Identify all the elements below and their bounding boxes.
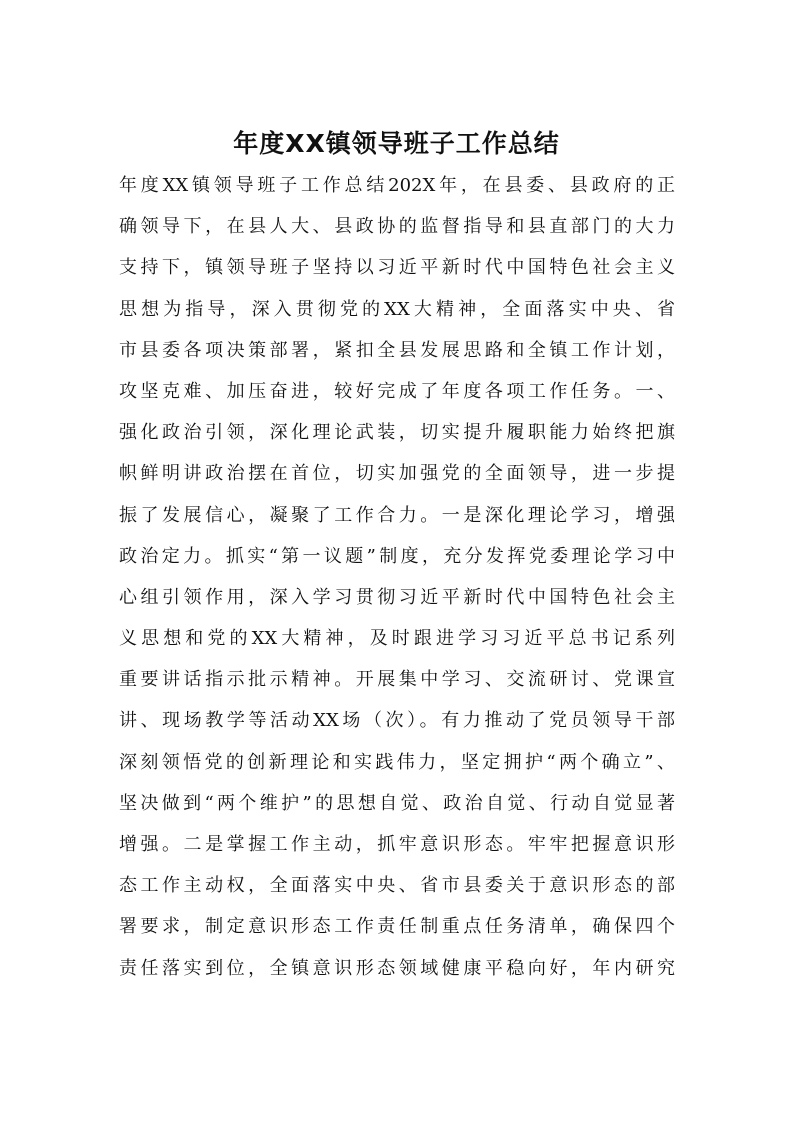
body-line: 增强。二是掌握工作主动，抓牢意识形态。牢牢把握意识形 [119,834,675,855]
document-title: 年度XX镇领导班子工作总结 [233,129,560,158]
document-body [119,165,675,989]
body-line: 心组引领作用，深入学习贯彻习近平新时代中国特色社会主 [119,586,675,608]
body-line: 振了发展信心，凝聚了工作合力。一是深化理论学习，增强 [119,504,675,526]
body-line: 坚决做到“两个维护”的思想自觉、政治自觉、行动自觉显著 [119,792,675,814]
body-line: 义思想和党的XX大精神，及时跟进学习习近平总书记系列 [119,628,675,650]
body-line: 深刻领悟党的创新理论和实践伟力，坚定拥护“两个确立”、 [119,751,675,773]
body-line: 署要求，制定意识形态工作责任制重点任务清单，确保四个 [119,916,675,938]
body-line: 强化政治引领，深化理论武装，切实提升履职能力始终把旗 [119,422,675,444]
body-line: 思想为指导，深入贯彻党的XX大精神，全面落实中央、省 [119,298,675,320]
body-line: 市县委各项决策部署，紧扣全县发展思路和全镇工作计划， [119,339,675,361]
body-line: 态工作主动权，全面落实中央、省市县委关于意识形态的部 [119,875,675,897]
body-line: 政治定力。抓实“第一议题”制度，充分发挥党委理论学习中 [119,545,675,567]
body-line: 支持下，镇领导班子坚持以习近平新时代中国特色社会主义 [119,257,675,279]
body-line: 年度XX镇领导班子工作总结202X年，在县委、县政府的正 [119,175,675,196]
body-line: 讲、现场教学等活动XX场（次）。有力推动了党员领导干部 [119,710,675,732]
body-line: 攻坚克难、加压奋进，较好完成了年度各项工作任务。一、 [119,380,675,402]
body-line: 确领导下，在县人大、县政协的监督指导和县直部门的大力 [119,216,675,238]
body-line: 重要讲话指示批示精神。开展集中学习、交流研讨、党课宣 [119,669,675,691]
body-line: 帜鲜明讲政治摆在首位，切实加强党的全面领导，进一步提 [119,463,675,485]
body-line: 责任落实到位，全镇意识形态领域健康平稳向好，年内研究 [119,957,675,979]
